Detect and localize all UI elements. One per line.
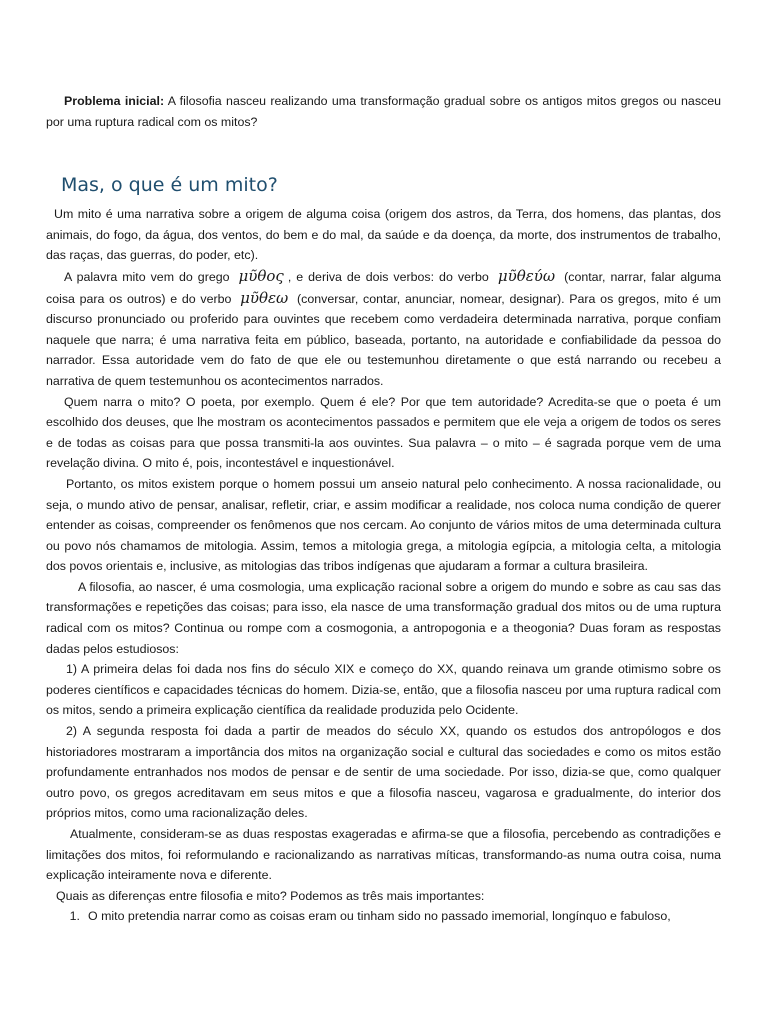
etymology-text-d: (conversar, contar, anunciar, nomear, designar). Para os gregos, mito é um discurso pronunciado ou proferido para ouvintes que recebem como verdadeira determinada narrativa, porque confiam naquele que narra; é uma narrativa feita em público, baseada, portanto, na autoridade e confiabilidade da pessoa do narrador. Essa autoridade vem do fato de que ele ou testemunhou diretamente o que está narrando ou recebeu a narrativa de quem testemunhou os acontecimentos narrados.	[46, 291, 721, 388]
section-heading: Mas, o que é um mito?	[61, 174, 278, 197]
list-item-number: 1.	[69, 909, 80, 924]
etymology-text-b: , e deriva de dois verbos: do verbo	[287, 269, 494, 284]
greek-word-mythos: μῦθος	[238, 266, 284, 285]
paragraph-first-answer: 1) A primeira delas foi dada nos fins do século XIX e começo do XX, quando reinava um grande otimismo sobre os poderes científicos e capacidades técnicas do homem. Dizia-se, então, que a filosofia nasceu por uma ruptura radical com os mitos, sendo a primeira explicação científica da realidade produzida pelo Ocidente.	[46, 662, 721, 718]
document-page	[46, 91, 721, 927]
paragraph-current-view: Atualmente, consideram-se as duas respostas exageradas e afirma-se que a filosofia, percebendo as contradições e limitações dos mitos, foi reformulando e racionalizando as narrativas míticas, transformando-as numa outra coisa, numa explicação inteiramente nova e diferente.	[46, 827, 721, 883]
paragraph-myth-etymology	[46, 266, 721, 392]
etymology-text-c: (contar, narrar, falar alguma coisa para os outros) e do verbo	[46, 269, 722, 306]
paragraph-who-narrates: Quem narra o mito? O poeta, por exemplo. Quem é ele? Por que tem autoridade? Acredita-se que o poeta é um escolhido dos deuses, que lhe mostram os acontecimentos passados e permitem que ele veja a origem de todos os seres e de todas as coisas para que possa transmiti-la aos ouvintes. Sua palavra – o mito – é sagrada porque vem de uma revelação divina. O mito é, pois, incontestável e inquestionável.	[46, 394, 721, 471]
greek-word-mytheo: μῦθεω	[240, 288, 289, 307]
paragraph-differences-question: Quais as diferenças entre filosofia e mito? Podemos as três mais importantes:	[56, 888, 485, 903]
list-item	[46, 906, 721, 927]
greek-word-mytheuo: μῦθεύω	[497, 266, 556, 285]
paragraph-myth-definition: Um mito é uma narrativa sobre a origem de alguma coisa (origem dos astros, da Terra, dos homens, das plantas, dos animais, do fogo, da água, dos ventos, do bem e do mal, da saúde e da doença, da morte, dos instrumentos de trabalho, das raças, das guerras, do poder, etc).	[46, 207, 721, 263]
list-item-text: O mito pretendia narrar como as coisas eram ou tinham sido no passado imemorial, longínquo e fabuloso,	[88, 909, 671, 924]
initial-problem-label: Problema inicial:	[64, 94, 165, 108]
initial-problem-paragraph	[46, 91, 721, 132]
paragraph-philosophy-birth: A filosofia, ao nascer, é uma cosmologia, uma explicação racional sobre a origem do mundo e sobre as cau sas das transformações e repetições das coisas; para isso, ela nasce de uma transformação gradual dos mitos ou de uma ruptura radical com os mitos? Continua ou rompe com a cosmogonia, a antropogonia e a theogonia? Duas foram as respostas dadas pelos estudiosos:	[46, 579, 721, 656]
initial-problem-text: A filosofia nasceu realizando uma transformação gradual sobre os antigos mitos gregos ou nasceu por uma ruptura radical com os mitos?	[46, 94, 721, 129]
etymology-text-a: A palavra mito vem do grego	[64, 269, 235, 284]
paragraph-second-answer: 2) A segunda resposta foi dada a partir de meados do século XX, quando os estudos dos antropólogos e dos historiadores mostraram a importância dos mitos na organização social e cultural das sociedades e como os mitos estão profundamente entranhados nos modos de pensar e de sentir de uma sociedade. Por isso, dizia-se que, como qualquer outro povo, os gregos acreditavam em seus mitos e que a filosofia nasceu, vagarosa e gradualmente, do interior dos próprios mitos, como uma racionalização deles.	[46, 724, 721, 821]
paragraph-mythology: Portanto, os mitos existem porque o homem possui um anseio natural pelo conhecimento. A nossa racionalidade, ou seja, o mundo ativo de pensar, analisar, refletir, criar, e assim modificar a realidade, nos coloca numa condição de querer entender as coisas, compreender os fenômenos que nos cercam. Ao conjunto de vários mitos de uma determinada cultura ou povo nós chamamos de mitologia. Assim, temos a mitologia grega, a mitologia egípcia, a mitologia celta, a mitologia dos povos orientais e, inclusive, as mitologias das tribos indígenas que ajudaram a formar a cultura brasileira.	[46, 476, 721, 574]
